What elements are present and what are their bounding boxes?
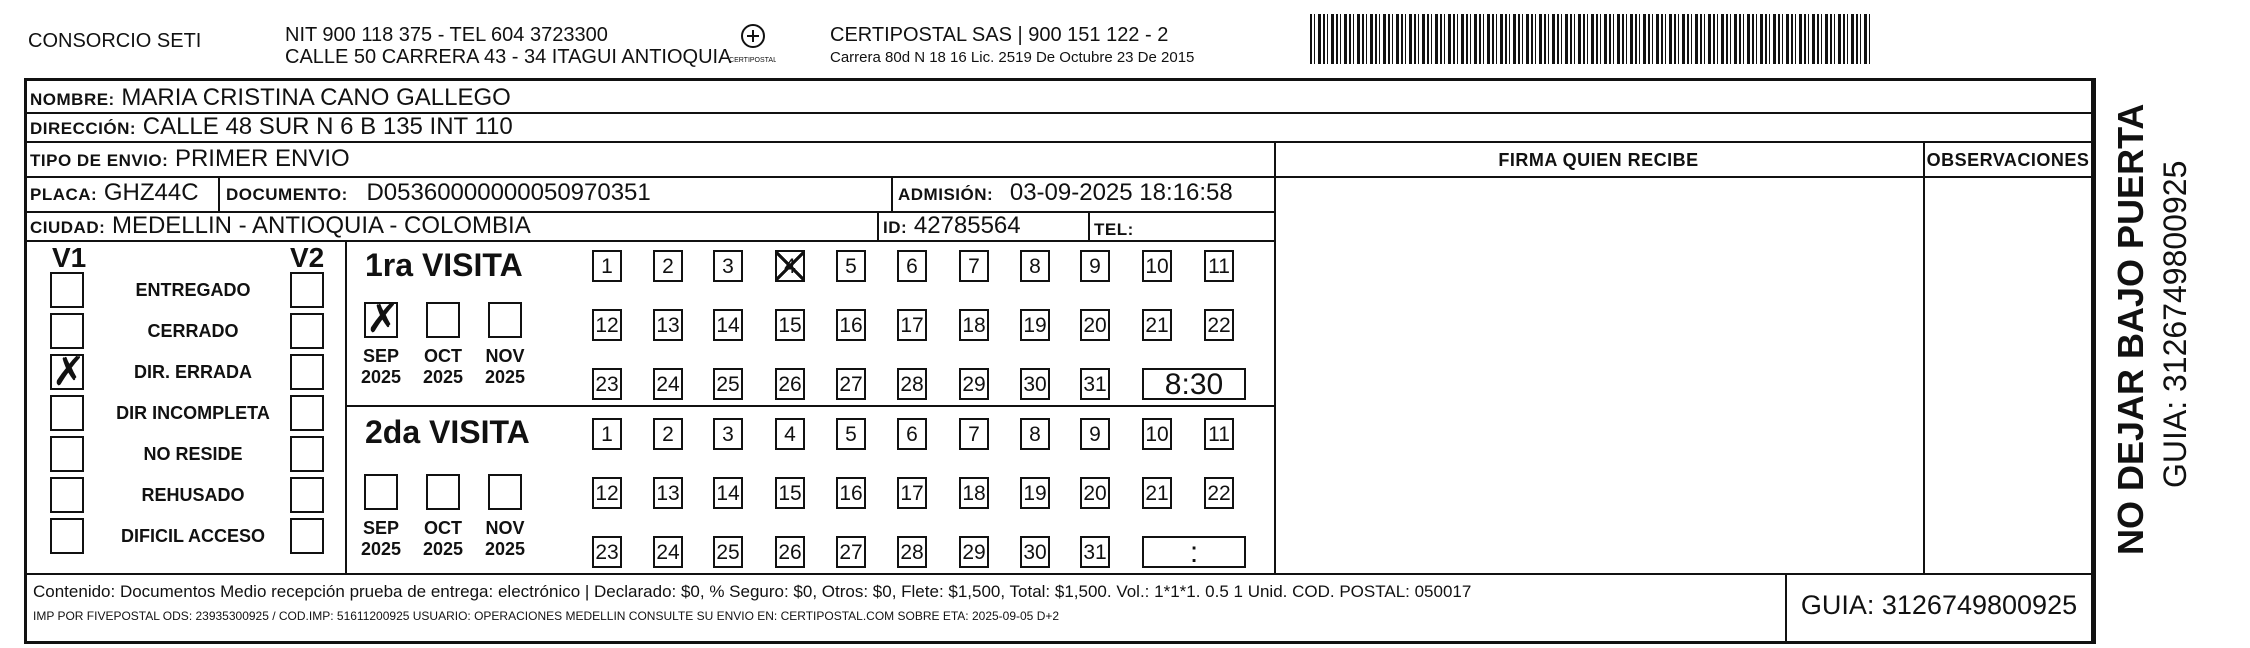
observations-area[interactable] [1925, 178, 2091, 573]
second-visit-day-box[interactable]: 19 [1020, 477, 1050, 509]
second-visit-day-box[interactable]: 2 [653, 418, 683, 450]
nit-line: NIT 900 118 375 - TEL 604 3723300 [285, 24, 608, 46]
first-visit-day-box[interactable]: 24 [653, 368, 683, 400]
second-visit-day-box[interactable]: 20 [1080, 477, 1110, 509]
first-visit-day-box[interactable]: 19 [1020, 309, 1050, 341]
first-visit-title: 1ra VISITA [365, 247, 523, 283]
signature-area[interactable] [1276, 178, 1923, 573]
footer-imp-line: IMP POR FIVEPOSTAL ODS: 23935300925 / COD.IMP: 51611200925 USUARIO: OPERACIONES MEDELLIN CONSULTE SU ENVIO EN: CERTIPOSTAL.COM SOBRE ETA: 2025-09-05 D+2 [33, 609, 1060, 623]
second-visit-day-box[interactable]: 12 [592, 477, 622, 509]
v2-checkbox[interactable] [290, 272, 324, 308]
first-visit-day-box[interactable]: 5 [836, 250, 866, 282]
first-visit-day-box[interactable]: 18 [959, 309, 989, 341]
v1-checkbox[interactable] [50, 313, 84, 349]
first-visit-day-box[interactable]: 8 [1020, 250, 1050, 282]
second-visit-month-label: SEP 2025 [360, 518, 402, 559]
second-visit-day-box[interactable]: 13 [653, 477, 683, 509]
second-visit-day-box[interactable]: 9 [1080, 418, 1110, 450]
second-visit-day-box[interactable]: 23 [592, 536, 622, 568]
v2-checkbox[interactable] [290, 354, 324, 390]
ciudad-label: CIUDAD: [30, 218, 106, 237]
second-visit-day-box[interactable]: 18 [959, 477, 989, 509]
first-visit-month-label: NOV 2025 [484, 346, 526, 387]
v1-checkbox[interactable] [50, 518, 84, 554]
documento-row [226, 180, 651, 208]
first-visit-day-box[interactable]: 28 [897, 368, 927, 400]
second-visit-day-box[interactable]: 17 [897, 477, 927, 509]
nombre-row [30, 85, 511, 113]
second-visit-day-box[interactable]: 14 [713, 477, 743, 509]
v2-checkbox[interactable] [290, 436, 324, 472]
placa-label: PLACA: [30, 185, 98, 204]
first-visit-month-checkbox[interactable] [488, 302, 522, 338]
second-visit-month-label: NOV 2025 [484, 518, 526, 559]
first-visit-month-checkbox[interactable] [426, 302, 460, 338]
first-visit-day-box[interactable]: 11 [1204, 250, 1234, 282]
direccion-value: CALLE 48 SUR N 6 B 135 INT 110 [142, 113, 513, 140]
status-label: NO RESIDE [143, 444, 243, 464]
status-label: DIR INCOMPLETA [116, 403, 270, 423]
second-visit-day-box[interactable]: 8 [1020, 418, 1050, 450]
id-row [883, 213, 1021, 241]
second-visit-day-box[interactable]: 26 [775, 536, 805, 568]
tel-label: TEL: [1094, 220, 1134, 239]
second-visit-month-checkbox[interactable] [426, 474, 460, 510]
first-visit-day-box[interactable]: 17 [897, 309, 927, 341]
first-visit-day-box[interactable]: 25 [713, 368, 743, 400]
v2-header: V2 [290, 242, 325, 273]
first-visit-day-box[interactable]: 13 [653, 309, 683, 341]
v1-checkbox[interactable] [50, 436, 84, 472]
second-visit-day-box[interactable]: 21 [1142, 477, 1172, 509]
second-visit-day-box[interactable]: 6 [897, 418, 927, 450]
first-visit-day-box[interactable]: 9 [1080, 250, 1110, 282]
footer-content-line: Contenido: Documentos Medio recepción prueba de entrega: electrónico | Declarado: $0, % Seguro: $0, Otros: $0, Flete: $1,500, Total: $1,500. Vol.: 1*1*1. 0.5 1 Unid. COD. POSTAL: 050017 [33, 582, 1472, 601]
second-visit-month-label: OCT 2025 [422, 518, 464, 559]
first-visit-day-box[interactable]: 10 [1142, 250, 1172, 282]
first-visit-day-box[interactable]: 21 [1142, 309, 1172, 341]
v1-checkbox[interactable] [50, 272, 84, 308]
second-visit-time-box[interactable]: : [1142, 536, 1246, 568]
tipo-envio-label: TIPO DE ENVIO: [30, 151, 169, 170]
footer-guia: GUIA: 3126749800925 [1800, 590, 2078, 620]
first-visit-day-box[interactable]: 30 [1020, 368, 1050, 400]
second-visit-day-box[interactable]: 29 [959, 536, 989, 568]
second-visit-day-box[interactable]: 30 [1020, 536, 1050, 568]
tipo-envio-value: PRIMER ENVIO [174, 145, 350, 172]
v1-checkbox[interactable] [50, 395, 84, 431]
first-visit-day-box[interactable]: 14 [713, 309, 743, 341]
placa-value: GHZ44C [103, 179, 199, 206]
first-visit-day-box[interactable]: 2 [653, 250, 683, 282]
direccion-label: DIRECCIÓN: [30, 119, 137, 138]
side-guia: GUIA: 3126749800925 [2157, 160, 2193, 488]
v2-checkbox[interactable] [290, 395, 324, 431]
firma-header: FIRMA QUIEN RECIBE [1498, 150, 1699, 170]
second-visit-day-box[interactable]: 11 [1204, 418, 1234, 450]
v1-checkbox[interactable] [50, 477, 84, 513]
address-line: CALLE 50 CARRERA 43 - 34 ITAGUI ANTIOQUIA [285, 46, 732, 68]
documento-label: DOCUMENTO: [226, 185, 348, 204]
ciudad-row [30, 213, 531, 241]
first-visit-day-box[interactable]: 27 [836, 368, 866, 400]
observaciones-header: OBSERVACIONES [1926, 150, 2090, 170]
ciudad-value: MEDELLIN - ANTIOQUIA - COLOMBIA [111, 212, 531, 239]
first-visit-day-box[interactable]: 22 [1204, 309, 1234, 341]
first-visit-month-label: OCT 2025 [422, 346, 464, 387]
v1-checkbox[interactable]: ✗ [52, 350, 86, 394]
second-visit-day-box[interactable]: 25 [713, 536, 743, 568]
v1-header: V1 [52, 242, 87, 273]
certipostal-logo [730, 22, 776, 68]
placa-row [30, 180, 199, 208]
second-visit-month-checkbox[interactable] [488, 474, 522, 510]
id-label: ID: [883, 218, 908, 237]
barcode [1310, 14, 1870, 64]
nombre-label: NOMBRE: [30, 90, 115, 109]
first-visit-day-box[interactable]: 20 [1080, 309, 1110, 341]
no-dejar-warning: NO DEJAR BAJO PUERTA [2110, 103, 2151, 555]
second-visit-day-box[interactable]: 31 [1080, 536, 1110, 568]
first-visit-month-label: SEP 2025 [360, 346, 402, 387]
status-label: CERRADO [147, 321, 239, 341]
first-visit-day-box[interactable]: 31 [1080, 368, 1110, 400]
second-visit-day-box[interactable]: 16 [836, 477, 866, 509]
first-visit-day-box[interactable]: 7 [959, 250, 989, 282]
second-visit-day-box[interactable]: 7 [959, 418, 989, 450]
second-visit-day-box[interactable]: 24 [653, 536, 683, 568]
second-visit-day-box[interactable]: 27 [836, 536, 866, 568]
second-visit-day-box[interactable]: 4 [775, 418, 805, 450]
v2-checkbox[interactable] [290, 477, 324, 513]
status-label: REHUSADO [141, 485, 245, 505]
first-visit-time-box[interactable]: 8:30 [1142, 368, 1246, 400]
first-visit-day-box[interactable]: 4 [775, 250, 805, 282]
nombre-value: MARIA CRISTINA CANO GALLEGO [121, 84, 511, 111]
status-label: DIFICIL ACCESO [120, 526, 265, 546]
second-visit-month-checkbox[interactable] [364, 474, 398, 510]
first-visit-day-box[interactable]: 23 [592, 368, 622, 400]
first-visit-day-box[interactable]: 15 [775, 309, 805, 341]
certipostal-line-2: Carrera 80d N 18 16 Lic. 2519 De Octubre 23 De 2015 [830, 49, 1195, 66]
first-visit-day-box[interactable]: 12 [592, 309, 622, 341]
first-visit-day-box[interactable]: 26 [775, 368, 805, 400]
admision-value: 03-09-2025 18:16:58 [1009, 179, 1233, 206]
tel-row [1094, 215, 1134, 243]
status-label: ENTREGADO [135, 280, 251, 300]
documento-value: D05360000000050970351 [366, 179, 651, 206]
v2-checkbox[interactable] [290, 518, 324, 554]
second-visit-day-box[interactable]: 3 [713, 418, 743, 450]
first-visit-day-box[interactable]: 1 [592, 250, 622, 282]
certipostal-line-1: CERTIPOSTAL SAS | 900 151 122 - 2 [830, 24, 1169, 46]
first-visit-month-checkbox[interactable]: ✗ [366, 297, 400, 341]
second-visit-day-box[interactable]: 5 [836, 418, 866, 450]
second-visit-day-box[interactable]: 10 [1142, 418, 1172, 450]
second-visit-day-box[interactable]: 15 [775, 477, 805, 509]
admision-label: ADMISIÓN: [898, 185, 994, 204]
first-visit-day-box[interactable]: 29 [959, 368, 989, 400]
tipo-envio-row [30, 146, 350, 174]
first-visit-day-box[interactable]: 3 [713, 250, 743, 282]
second-visit-title: 2da VISITA [365, 414, 530, 450]
first-visit-day-box[interactable]: 16 [836, 309, 866, 341]
company-name: CONSORCIO SETI [28, 30, 202, 52]
admision-row [898, 180, 1233, 208]
v2-checkbox[interactable] [290, 313, 324, 349]
status-label: DIR. ERRADA [133, 362, 252, 382]
id-value: 42785564 [913, 212, 1021, 239]
svg-text:CERTIPOSTAL: CERTIPOSTAL [730, 57, 776, 64]
direccion-row [30, 114, 513, 142]
first-visit-day-box[interactable]: 6 [897, 250, 927, 282]
second-visit-day-box[interactable]: 1 [592, 418, 622, 450]
second-visit-day-box[interactable]: 28 [897, 536, 927, 568]
second-visit-day-box[interactable]: 22 [1204, 477, 1234, 509]
